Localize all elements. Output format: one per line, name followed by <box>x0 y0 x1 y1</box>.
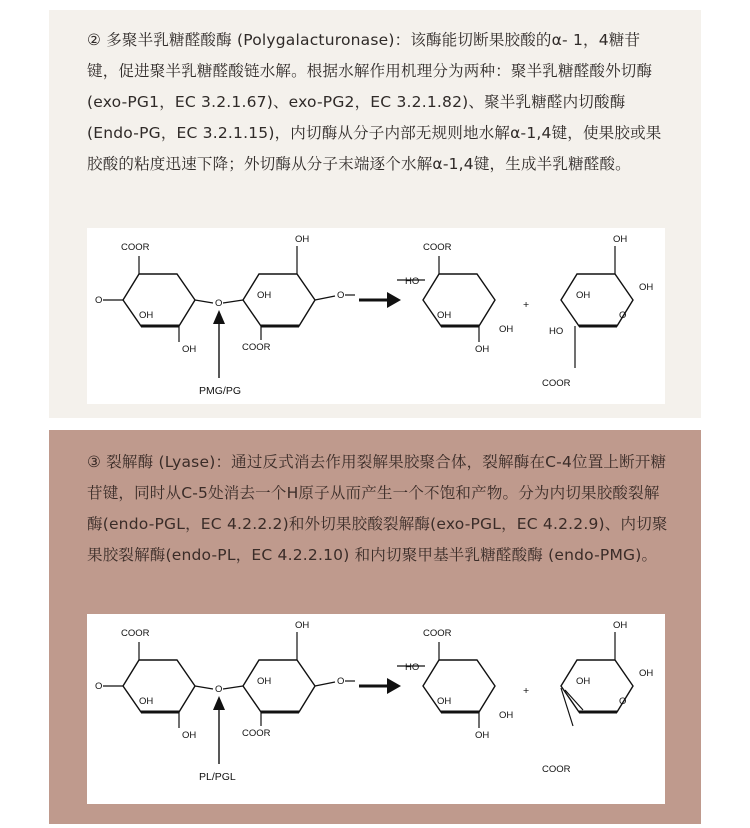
ring-a <box>123 660 195 712</box>
product2-ho-label: HO <box>549 326 564 337</box>
product2-o-label: O <box>619 696 627 707</box>
enzyme-arrow-head <box>213 696 225 710</box>
ring-b-oh-inner-label: OH <box>257 290 272 301</box>
product2-oh-inner-label: OH <box>576 676 591 687</box>
product2-oh-top-label: OH <box>613 620 628 631</box>
product1-ho-label: HO <box>405 276 420 287</box>
product2-o-label: O <box>619 310 627 321</box>
ring-b-oh-top-label: OH <box>295 620 310 631</box>
product1-oh-inner-label: OH <box>437 696 452 707</box>
ring-a-oh-inner-label: OH <box>139 310 154 321</box>
ring-b-glyco-bond <box>223 300 243 303</box>
product1-oh-right-label: OH <box>499 324 514 335</box>
ring-b <box>243 660 315 712</box>
product1-ring <box>423 274 495 326</box>
ring-a-glyco-bond <box>195 300 213 303</box>
product2-coor-label: COOR <box>542 764 571 775</box>
ring-b-coor-label: COOR <box>242 728 271 739</box>
ring-a <box>123 274 195 326</box>
ring-a-o-left-label: O <box>95 681 103 692</box>
lyase-description: ③ 裂解酶 (Lyase)：通过反式消去作用裂解果胶聚合体，裂解酶在C-4位置上断开糖苷键，同时从C-5处消去一个H原子从而产生一个不饱和产物。分为内切果胶酸裂解酶(endo-PGL，EC 4.2.2.2)和外切果胶酸裂解酶(exo-PGL，EC 4.2.2.9)、内切聚果胶裂解酶(endo-PL，EC 4.2.2.10) 和内切聚甲基半乳糖醛酸酶 (endo-PMG)。 <box>87 453 668 564</box>
ring-a-coor-label: COOR <box>121 628 150 639</box>
product1-oh-inner-label: OH <box>437 310 452 321</box>
product2-coor-label: COOR <box>542 378 571 389</box>
ring-a-oh-bottom-label: OH <box>182 344 197 355</box>
enzyme-label: PL/PGL <box>199 771 236 783</box>
product2-oh-top-label: OH <box>613 234 628 245</box>
product1-oh-bottom-label: OH <box>475 344 490 355</box>
enzyme-label: PMG/PG <box>199 385 242 397</box>
pg-reaction-svg <box>87 228 665 404</box>
plus-sign: + <box>523 299 530 311</box>
ring-b-o-right-label: O <box>337 290 345 301</box>
pg-section-card <box>49 10 701 418</box>
pg-reaction-diagram <box>87 228 665 404</box>
product1-ho-label: HO <box>405 662 420 673</box>
ring-b-o-right-label: O <box>337 676 345 687</box>
ring-b-oh-top-label: OH <box>295 234 310 245</box>
enzyme-arrow-head <box>213 310 225 324</box>
reaction-arrow-head <box>387 678 401 694</box>
product2-oh-right-label: OH <box>639 668 654 679</box>
pg-description: ② 多聚半乳糖醛酸酶 (Polygalacturonase)：该酶能切断果胶酸的α- 1，4糖苷键，促进聚半乳糖醛酸链水解。根据水解作用机理分为两种：聚半乳糖醛酸外切酶(exo-PG1，EC 3.2.1.67)、exo-PG2，EC 3.2.1.82)、聚半乳糖醛内切酸酶(Endo-PG，EC 3.2.1.15)，内切酶从分子内部无规则地水解α-1,4键，使果胶或果胶酸的粘度迅速下降；外切酶从分子末端逐个水解α-1,4键，生成半乳糖醛酸。 <box>87 31 662 173</box>
glycosidic-o-label: O <box>215 684 223 695</box>
ring-a-oh-inner-label: OH <box>139 696 154 707</box>
product2-oh-right-label: OH <box>639 282 654 293</box>
ring-b-glyco-bond <box>223 686 243 689</box>
ring-b-coor-label: COOR <box>242 342 271 353</box>
reaction-arrow-head <box>387 292 401 308</box>
plus-sign: + <box>523 685 530 697</box>
product1-oh-bottom-label: OH <box>475 730 490 741</box>
ring-b-o-bond <box>315 682 335 686</box>
product1-coor-label: COOR <box>423 628 452 639</box>
ring-b-oh-inner-label: OH <box>257 676 272 687</box>
ring-a-coor-label: COOR <box>121 242 150 253</box>
product1-ring <box>423 660 495 712</box>
product2-double-bond <box>565 690 583 710</box>
product2-oh-inner-label: OH <box>576 290 591 301</box>
ring-a-oh-bottom-label: OH <box>182 730 197 741</box>
ring-b-o-bond <box>315 296 335 300</box>
product1-coor-label: COOR <box>423 242 452 253</box>
lyase-reaction-diagram <box>87 614 665 804</box>
ring-a-o-left-label: O <box>95 295 103 306</box>
lyase-section-card <box>49 430 701 824</box>
ring-b <box>243 274 315 326</box>
ring-a-glyco-bond <box>195 686 213 689</box>
product1-oh-right-label: OH <box>499 710 514 721</box>
lyase-reaction-svg <box>87 614 665 804</box>
glycosidic-o-label: O <box>215 298 223 309</box>
